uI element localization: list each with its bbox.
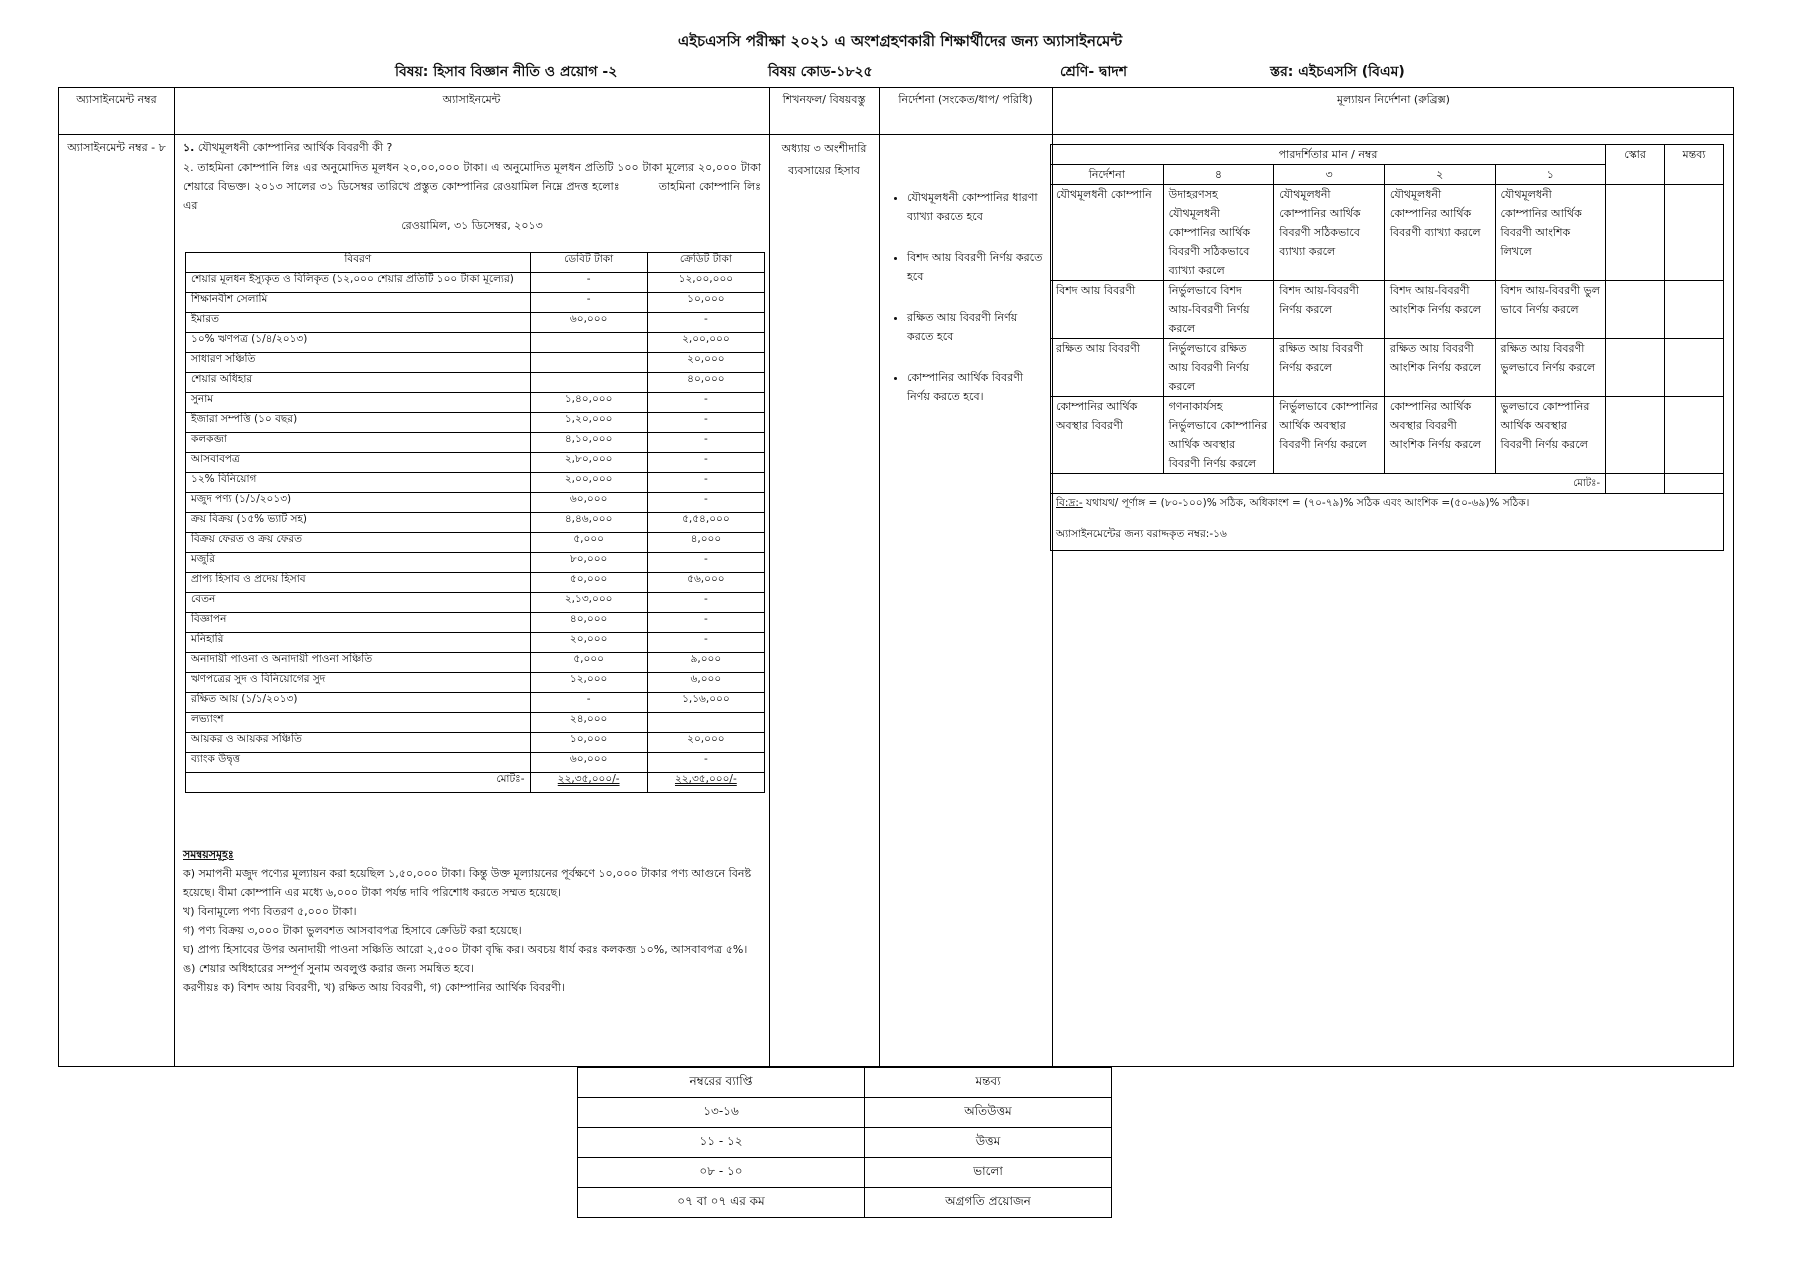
score-range: ০৮ - ১০ xyxy=(578,1158,865,1188)
tb-description: মজুদ পণ্য (১/১/২০১৩) xyxy=(186,493,531,513)
tb-description: অনাদায়ী পাওনা ও অনাদায়ী পাওনা সঞ্চিতি xyxy=(186,653,531,673)
tb-head-debit: ডেবিট টাকা xyxy=(530,253,647,273)
tb-description: লভ্যাংশ xyxy=(186,713,531,733)
tb-total-debit: ২২,৩৫,০০০/- xyxy=(530,773,647,793)
instruction-item: • বিশদ আয় বিবরণী নির্ণয় করতে হবে xyxy=(907,248,1047,286)
instruction-item: • রক্ষিত আয় বিবরণী নির্ণয় করতে হবে xyxy=(907,308,1047,346)
tb-credit: ৫৬,০০০ xyxy=(647,573,764,593)
trial-balance-row xyxy=(186,493,765,513)
rubric-total-remark xyxy=(1665,474,1724,494)
trial-balance-row xyxy=(186,693,765,713)
trial-balance-row xyxy=(186,673,765,693)
tb-debit: ১০,০০০ xyxy=(530,733,647,753)
trial-balance-row xyxy=(186,453,765,473)
tb-description: আয়কর ও আয়কর সঞ্চিতি xyxy=(186,733,531,753)
tb-debit: ৬০,০০০ xyxy=(530,313,647,333)
score-range-row xyxy=(578,1188,1112,1218)
trial-balance-row xyxy=(186,553,765,573)
rubric-criterion: কোম্পানির আর্থিক অবস্থার বিবরণী xyxy=(1051,397,1164,474)
rubric-cell: রক্ষিত আয় বিবরণী আংশিক নির্ণয় করলে xyxy=(1384,339,1495,397)
question-2 xyxy=(183,158,761,215)
tb-credit: ৬,০০০ xyxy=(647,673,764,693)
rubric-score-cell xyxy=(1606,339,1665,397)
trial-balance-row xyxy=(186,533,765,553)
subject-label: বিষয়: হিসাব বিজ্ঞান নীতি ও প্রয়োগ -২ xyxy=(395,64,618,80)
score-range-table xyxy=(577,1067,1112,1218)
rubric-total: মোটঃ- xyxy=(1051,474,1606,494)
question-1-text: যৌথমূলধনী কোম্পানির আর্থিক বিবরণী কী ? xyxy=(197,141,393,154)
trial-balance-row xyxy=(186,433,765,453)
tb-debit: ৬০,০০০ xyxy=(530,493,647,513)
score-remark: অতিউত্তম xyxy=(865,1098,1112,1128)
tb-credit: - xyxy=(647,593,764,613)
tb-debit: ২,৮০,০০০ xyxy=(530,453,647,473)
trial-balance-row xyxy=(186,653,765,673)
tb-debit: ৬০,০০০ xyxy=(530,753,647,773)
tb-credit: - xyxy=(647,493,764,513)
tb-head-credit: ক্রেডিট টাকা xyxy=(647,253,764,273)
rubric-footer xyxy=(1051,494,1724,551)
tb-credit: - xyxy=(647,393,764,413)
col-head-outcome: শিখনফল/ বিষয়বস্তু xyxy=(782,93,866,106)
tb-debit: ৪,৪৬,০০০ xyxy=(530,513,647,533)
rubric-score-cell xyxy=(1606,281,1665,339)
tb-credit: ৪০,০০০ xyxy=(647,373,764,393)
score-range-row xyxy=(578,1158,1112,1188)
tb-debit xyxy=(530,353,647,373)
tb-credit: - xyxy=(647,473,764,493)
question-1-number: ১. xyxy=(183,141,195,154)
col-head-instruction: নির্দেশনা (সংকেত/ধাপ/ পরিধি) xyxy=(898,93,1033,106)
tb-description: বিজ্ঞাপন xyxy=(186,613,531,633)
subject-code: বিষয় কোড-১৮২৫ xyxy=(768,64,873,80)
rubric-cell: রক্ষিত আয় বিবরণী নির্ণয় করলে xyxy=(1274,339,1385,397)
tb-credit: - xyxy=(647,613,764,633)
tb-description: মনিহারি xyxy=(186,633,531,653)
tb-description: ঋণপত্রের সুদ ও বিনিয়োগের সুদ xyxy=(186,673,531,693)
adjustment-item: করণীয়ঃ ক) বিশদ আয় বিবরণী, খ) রক্ষিত আয় বিবরণী, গ) কোম্পানির আর্থিক বিবরণী। xyxy=(183,981,565,994)
rubric-cell: যৌথমূলধনী কোম্পানির আর্থিক বিবরণী সঠিকভাবে ব্যাখ্যা করলে xyxy=(1274,185,1385,281)
tb-debit: ২,১৩,০০০ xyxy=(530,593,647,613)
rubric-cell: বিশদ আয়-বিবরণী আংশিক নির্ণয় করলে xyxy=(1384,281,1495,339)
tb-description: ১০% ঋণপত্র (১/৪/২০১৩) xyxy=(186,333,531,353)
rubric-row xyxy=(1051,339,1724,397)
tb-debit: - xyxy=(530,693,647,713)
score-range: ১৩-১৬ xyxy=(578,1098,865,1128)
tb-credit: - xyxy=(647,433,764,453)
tb-credit: ২০,০০০ xyxy=(647,353,764,373)
rubric-row xyxy=(1051,185,1724,281)
rubric-criterion: রক্ষিত আয় বিবরণী xyxy=(1051,339,1164,397)
rubric-row xyxy=(1051,281,1724,339)
tb-debit: ৮০,০০০ xyxy=(530,553,647,573)
tb-credit: ৯,০০০ xyxy=(647,653,764,673)
tb-debit: ২০,০০০ xyxy=(530,633,647,653)
rubric-total-score xyxy=(1606,474,1665,494)
tb-debit: - xyxy=(530,293,647,313)
rubric-cell: ভুলভাবে কোম্পানির আর্থিক অবস্থার বিবরণী নির্ণয় করলে xyxy=(1495,397,1606,474)
question-1 xyxy=(183,138,761,157)
score-remark: অগ্রগতি প্রয়োজন xyxy=(865,1188,1112,1218)
learning-outcome: অধ্যায় ৩ অংশীদারি ব্যবসায়ের হিসাব xyxy=(781,142,867,177)
tb-head-desc: বিবরণ xyxy=(186,253,531,273)
trial-balance-row xyxy=(186,313,765,333)
trial-balance-row xyxy=(186,333,765,353)
instruction-item: • যৌথমূলধনী কোম্পানির ধারণা ব্যাখ্যা করতে হবে xyxy=(907,188,1047,226)
tb-description: ইজারা সম্পত্তি (১০ বছর) xyxy=(186,413,531,433)
rubric-level-1: ১ xyxy=(1495,165,1606,185)
question-2-text: ২. তাহমিনা কোম্পানি লিঃ এর অনুমোদিত মূলধন ২০,০০,০০০ টাকা। এ অনুমোদিত মূলধন প্রতিটি ১০০ টাকা মূল্যের ২০,০০০ টাকা শেয়ারে বিভক্ত। ২০১৩ সালের ৩১ ডিসেম্বর তারিখে প্রস্তুত কোম্পানির রেওয়ামিল নিম্নে প্রদত্ত হলোঃ xyxy=(183,161,761,193)
tb-credit: ১,১৬,০০০ xyxy=(647,693,764,713)
score-range-row xyxy=(578,1098,1112,1128)
rubric-score-cell xyxy=(1606,397,1665,474)
tb-credit: - xyxy=(647,453,764,473)
tb-debit: ৫০,০০০ xyxy=(530,573,647,593)
trial-balance-row xyxy=(186,633,765,653)
trial-balance-table xyxy=(185,252,765,793)
rubric-remark-cell xyxy=(1665,281,1724,339)
tb-description: ক্রয় বিক্রয় (১৫% ভ্যাট সহ) xyxy=(186,513,531,533)
trial-balance-row xyxy=(186,413,765,433)
trial-balance-row xyxy=(186,293,765,313)
tb-description: ব্যাংক উদ্বৃত্ত xyxy=(186,753,531,773)
col-head-evaluation: মূল্যায়ন নির্দেশনা (রুব্রিক্স) xyxy=(1337,93,1450,106)
tb-credit: - xyxy=(647,413,764,433)
trial-balance-row xyxy=(186,753,765,773)
instruction-item: • কোম্পানির আর্থিক বিবরণী নির্ণয় করতে হবে। xyxy=(907,368,1047,406)
level-label: স্তর: এইচএসসি (বিএম) xyxy=(1270,64,1405,80)
rubric-criterion: বিশদ আয় বিবরণী xyxy=(1051,281,1164,339)
trial-balance-row xyxy=(186,713,765,733)
rubric-note-label: বি:দ্র:- xyxy=(1056,497,1083,509)
tb-description: কলকব্জা xyxy=(186,433,531,453)
tb-debit xyxy=(530,333,647,353)
tb-description: শেয়ার অধিহার xyxy=(186,373,531,393)
rubric-cell: গণনাকার্যসহ নির্ভুলভাবে কোম্পানির আর্থিক অবস্থার বিবরণী নির্ণয় করলে xyxy=(1163,397,1274,474)
tb-debit: ৪,১০,০০০ xyxy=(530,433,647,453)
tb-credit: - xyxy=(647,633,764,653)
rubric-cell: নির্ভুলভাবে রক্ষিত আয় বিবরণী নির্ণয় করলে xyxy=(1163,339,1274,397)
rubric-remark-cell xyxy=(1665,185,1724,281)
document-title: এইচএসসি পরীক্ষা ২০২১ এ অংশগ্রহণকারী শিক্ষার্থীদের জন্য অ্যাসাইনমেন্ট xyxy=(677,32,1123,50)
rubric-note xyxy=(1056,494,1718,513)
rubric-criterion-head: নির্দেশনা xyxy=(1051,165,1164,185)
tb-description: প্রাপ্য হিসাব ও প্রদেয় হিসাব xyxy=(186,573,531,593)
tb-credit: ২০,০০০ xyxy=(647,733,764,753)
tb-credit: ১০,০০০ xyxy=(647,293,764,313)
trial-balance-row xyxy=(186,373,765,393)
score-remark: ভালো xyxy=(865,1158,1112,1188)
adjustments-heading: সমন্বয়সমূহঃ xyxy=(183,848,234,861)
tb-description: সাধারণ সঞ্চিতি xyxy=(186,353,531,373)
score-range: ০৭ বা ০৭ এর কম xyxy=(578,1188,865,1218)
range-head: নম্বরের ব্যাপ্তি xyxy=(578,1068,865,1098)
tb-total-label: মোটঃ- xyxy=(186,773,531,793)
rubric-cell: বিশদ আয়-বিবরণী ভুল ভাবে নির্ণয় করলে xyxy=(1495,281,1606,339)
rubric-level-4: ৪ xyxy=(1163,165,1274,185)
rubric-score-cell xyxy=(1606,185,1665,281)
tb-description: মজুরি xyxy=(186,553,531,573)
trial-balance-row xyxy=(186,473,765,493)
adjustment-item: ক) সমাপনী মজুদ পণ্যের মূল্যায়ন করা হয়েছিল ১,৫০,০০০ টাকা। কিন্তু উক্ত মূল্যায়নের পূর্বক্ষণে ১০,০০০ টাকার পণ্য আগুনে বিনষ্ট হয়েছে। বীমা কোম্পানি এর মধ্যে ৬,০০০ টাকা পর্যন্ত দাবি পরিশোধ করতে সম্মত হয়েছে। xyxy=(183,867,752,899)
tb-debit: ১,২০,০০০ xyxy=(530,413,647,433)
tb-credit: - xyxy=(647,313,764,333)
trial-balance-row xyxy=(186,273,765,293)
tb-credit: ২,০০,০০০ xyxy=(647,333,764,353)
rubric-cell: বিশদ আয়-বিবরণী নির্ণয় করলে xyxy=(1274,281,1385,339)
trial-balance-row xyxy=(186,353,765,373)
tb-credit: ৫,৫৪,০০০ xyxy=(647,513,764,533)
tb-description: বেতন xyxy=(186,593,531,613)
tb-credit xyxy=(647,713,764,733)
tb-credit: ৪,০০০ xyxy=(647,533,764,553)
rubric-note-text: যথাযথ/ পূর্ণাঙ্গ = (৮০-১০০)% সঠিক, অধিকাংশ = (৭০-৭৯)% সঠিক এবং আংশিক =(৫০-৬৯)% সঠিক। xyxy=(1086,497,1530,509)
rubric-remark-cell xyxy=(1665,397,1724,474)
rubric-title: পারদর্শিতার মান / নম্বর xyxy=(1051,145,1606,165)
rubric-marks: অ্যাসাইনমেন্টের জন্য বরাদ্দকৃত নম্বর:-১৬ xyxy=(1056,528,1227,540)
tb-debit: ১,৪০,০০০ xyxy=(530,393,647,413)
tb-debit: ২,০০,০০০ xyxy=(530,473,647,493)
rubric-level-3: ৩ xyxy=(1274,165,1385,185)
tb-credit: ১২,০০,০০০ xyxy=(647,273,764,293)
adjustment-item: ঘ) প্রাপ্য হিসাবের উপর অনাদায়ী পাওনা সঞ্চিতি আরো ২,৫০০ টাকা বৃদ্ধি কর। অবচয় ধার্য করঃ কলকব্জ ১০%, আসবাবপত্র ৫%। xyxy=(183,943,748,956)
tb-description: শেয়ার মূলধন ইস্যুকৃত ও বিলিকৃত (১২,০০০ শেয়ার প্রতিটি ১০০ টাকা মূল্যের) xyxy=(186,273,531,293)
rubric-cell: নির্ভুলভাবে কোম্পানির আর্থিক অবস্থার বিবরণী নির্ণয় করলে xyxy=(1274,397,1385,474)
rubric-remark-cell xyxy=(1665,339,1724,397)
score-range: ১১ - ১২ xyxy=(578,1128,865,1158)
rubric-cell: যৌথমূলধনী কোম্পানির আর্থিক বিবরণী আংশিক লিখলে xyxy=(1495,185,1606,281)
adjustment-item: ঙ) শেয়ার অধিহারের সম্পূর্ণ সুনাম অবলুপ্ত করার জন্য সমন্বিত হবে। xyxy=(183,962,474,975)
tb-debit: ৪০,০০০ xyxy=(530,613,647,633)
tb-debit: ৫,০০০ xyxy=(530,533,647,553)
tb-debit: ২৪,০০০ xyxy=(530,713,647,733)
col-head-assignment: অ্যাসাইনমেন্ট xyxy=(442,93,501,106)
adjustment-item: খ) বিনামূল্যে পণ্য বিতরণ ৫,০০০ টাকা। xyxy=(183,905,357,918)
rubric-cell: নির্ভুলভাবে বিশদ আয়-বিবরণী নির্ণয় করলে xyxy=(1163,281,1274,339)
col-head-number: অ্যাসাইনমেন্ট নম্বর xyxy=(76,93,157,106)
tb-credit: - xyxy=(647,753,764,773)
tb-description: সুনাম xyxy=(186,393,531,413)
rubric-level-2: ২ xyxy=(1384,165,1495,185)
assignment-number: অ্যাসাইনমেন্ট নম্বর - ৮ xyxy=(67,141,166,154)
score-range-row xyxy=(578,1128,1112,1158)
tb-description: আসবাবপত্র xyxy=(186,453,531,473)
tb-total-credit: ২২,৩৫,০০০/- xyxy=(647,773,764,793)
tb-debit: - xyxy=(530,273,647,293)
trial-balance-row xyxy=(186,573,765,593)
rubric-criterion: যৌথমূলধনী কোম্পানি xyxy=(1051,185,1164,281)
rubric-remark-head: মন্তব্য xyxy=(1665,145,1724,185)
rubric-score-head: স্কোর xyxy=(1606,145,1665,185)
trial-balance-row xyxy=(186,613,765,633)
rubric-cell: উদাহরণসহ যৌথমূলধনী কোম্পানির আর্থিক বিবরণী সঠিকভাবে ব্যাখ্যা করলে xyxy=(1163,185,1274,281)
tb-debit: ৫,০০০ xyxy=(530,653,647,673)
remark-head: মন্তব্য xyxy=(865,1068,1112,1098)
adjustment-item: গ) পণ্য বিক্রয় ৩,০০০ টাকা ভুলবশত আসবাবপত্র হিসাবে ক্রেডিট করা হয়েছে। xyxy=(183,924,522,937)
rubric-cell: রক্ষিত আয় বিবরণী ভুলভাবে নির্ণয় করলে xyxy=(1495,339,1606,397)
tb-debit: ১২,০০০ xyxy=(530,673,647,693)
rubric-row xyxy=(1051,397,1724,474)
rubric-cell: যৌথমূলধনী কোম্পানির আর্থিক বিবরণী ব্যাখ্যা করলে xyxy=(1384,185,1495,281)
trial-balance-row xyxy=(186,393,765,413)
tb-credit: - xyxy=(647,553,764,573)
tb-description: শিক্ষানবীশ সেলামি xyxy=(186,293,531,313)
rubric-table xyxy=(1050,144,1724,551)
trial-balance-row xyxy=(186,513,765,533)
trial-balance-title: রেওয়ামিল, ৩১ ডিসেম্বর, ২০১৩ xyxy=(401,219,543,232)
tb-description: বিক্রয় ফেরত ও ক্রয় ফেরত xyxy=(186,533,531,553)
question-2-tail: তাহমিনা কোম্পানি লিঃ এর xyxy=(183,180,761,212)
instructions xyxy=(889,188,1047,428)
adjustments xyxy=(183,845,761,997)
tb-description: রক্ষিত আয় (১/১/২০১৩) xyxy=(186,693,531,713)
rubric-cell: কোম্পানির আর্থিক অবস্থার বিবরণী আংশিক নির্ণয় করলে xyxy=(1384,397,1495,474)
tb-debit xyxy=(530,373,647,393)
tb-description: ইমারত xyxy=(186,313,531,333)
trial-balance-row xyxy=(186,733,765,753)
tb-description: ১২% বিনিয়োগ xyxy=(186,473,531,493)
class-label: শ্রেণি- দ্বাদশ xyxy=(1060,64,1128,80)
score-remark: উত্তম xyxy=(865,1128,1112,1158)
trial-balance-row xyxy=(186,593,765,613)
